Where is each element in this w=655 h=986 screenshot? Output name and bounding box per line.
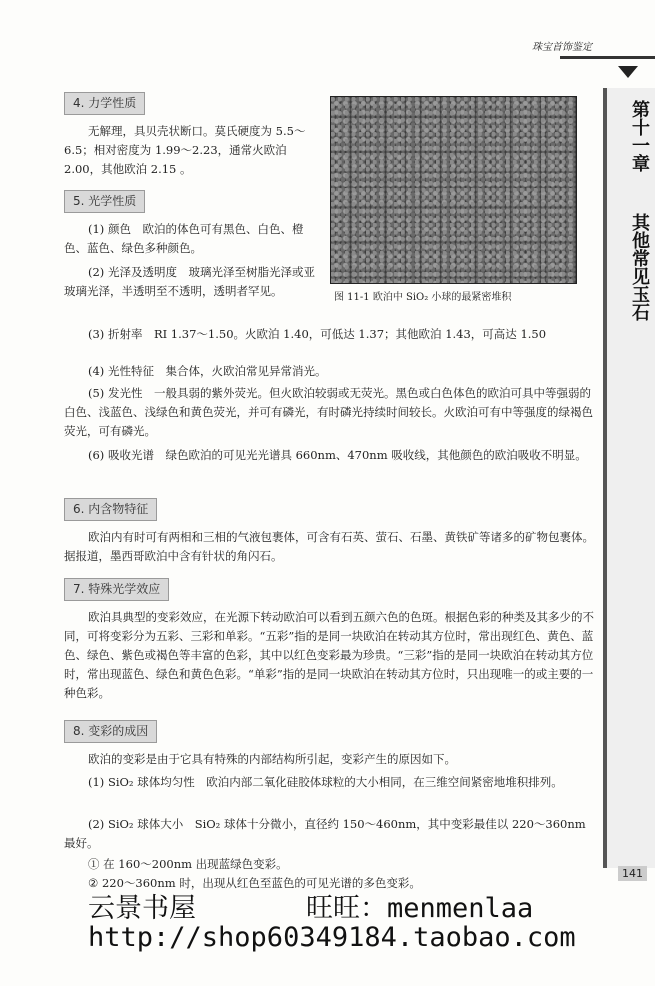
paragraph: (1) SiO₂ 球体均匀性 欧泊内部二氧化硅胶体球粒的大小相同，在三维空间紧密地堆积排列。 — [88, 775, 563, 789]
paragraph: 欧泊的变彩是由于它具有特殊的内部结构所引起，变彩产生的原因如下。 — [88, 752, 456, 766]
section-heading-4: 4. 力学性质 — [64, 92, 145, 115]
footer-wangwang: 旺旺：menmenlaa — [306, 893, 534, 924]
footer-shop-name: 云景书屋 — [88, 893, 196, 924]
section-heading-5: 5. 光学性质 — [64, 190, 145, 213]
paragraph: ② 220～360nm 时，出现从红色至蓝色的可见光谱的多色变彩。 — [88, 876, 421, 890]
figure-caption: 图 11-1 欧泊中 SiO₂ 小球的最紧密堆积 — [334, 292, 512, 303]
paragraph: (2) SiO₂ 球体大小 SiO₂ 球体十分微小，直径约 150～460nm，其中变彩最佳以 220～360nm 最好。 — [64, 817, 586, 850]
section-heading-8: 8. 变彩的成因 — [64, 720, 157, 743]
chapter-label: 第十一章 — [629, 100, 650, 172]
paragraph: 欧泊具典型的变彩效应，在光源下转动欧泊可以看到五颜六色的色斑。根据色彩的种类及其多少的不同，可将变彩分为五彩、三彩和单彩。“五彩”指的是同一块欧泊在转动其方位时，常出现红色、黄色、蓝色、绿色、紫色或褐色等丰富的色彩，其中以红色变彩最为珍贵。“三彩”指的是同一块欧泊在转动其方位时，常出现蓝色、绿色和黄色色彩。“单彩”指的是同一块欧泊在转动其方位时，只出现唯一的或主要的一种色彩。 — [64, 610, 594, 700]
paragraph: ① 在 160～200nm 出现蓝绿色变彩。 — [88, 857, 288, 871]
section-heading-7: 7. 特殊光学效应 — [64, 578, 169, 601]
opal-sio2-figure — [330, 96, 577, 284]
footer-url: http://shop60349184.taobao.com — [88, 922, 576, 953]
header-rule — [560, 56, 655, 59]
paragraph: 欧泊内有时可有两相和三相的气液包裹体，可含有石英、萤石、石墨、黄铁矿等诸多的矿物包裹体。据报道，墨西哥欧泊中含有针状的角闪石。 — [64, 530, 594, 563]
paragraph: 无解理，具贝壳状断口。莫氏硬度为 5.5～6.5；相对密度为 1.99～2.23，通常火欧泊 2.00，其他欧泊 2.15 。 — [64, 124, 306, 176]
paragraph: (1) 颜色 欧泊的体色可有黑色、白色、橙色、蓝色、绿色多种颜色。 — [64, 222, 304, 255]
paragraph: (3) 折射率 RI 1.37～1.50。火欧泊 1.40，可低达 1.37；其他欧泊 1.43，可高达 1.50 — [88, 327, 547, 341]
paragraph: (5) 发光性 一般具弱的紫外荧光。但火欧泊较弱或无荧光。黑色或白色体色的欧泊可具中等强弱的白色、浅蓝色、浅绿色和黄色荧光，并可有磷光，有时磷光持续时间较长。火欧泊可有中等强度的绿褐色荧光，可有磷光。 — [64, 386, 593, 438]
section-heading-6: 6. 内含物特征 — [64, 498, 157, 521]
paragraph: (6) 吸收光谱 绿色欧泊的可见光光谱具 660nm、470nm 吸收线，其他颜色的欧泊吸收不明显。 — [88, 448, 587, 462]
chapter-title: 其他常见玉石 — [629, 213, 650, 321]
diamond-icon — [618, 66, 638, 78]
book-title: 珠宝首饰鉴定 — [532, 42, 592, 53]
page-number: 141 — [618, 866, 647, 881]
chapter-vertical-title — [611, 100, 651, 321]
paragraph: (2) 光泽及透明度 玻璃光泽至树脂光泽或亚玻璃光泽，半透明至不透明，透明者罕见。 — [64, 265, 315, 298]
paragraph: (4) 光性特征 集合体，火欧泊常见异常消光。 — [88, 364, 327, 378]
